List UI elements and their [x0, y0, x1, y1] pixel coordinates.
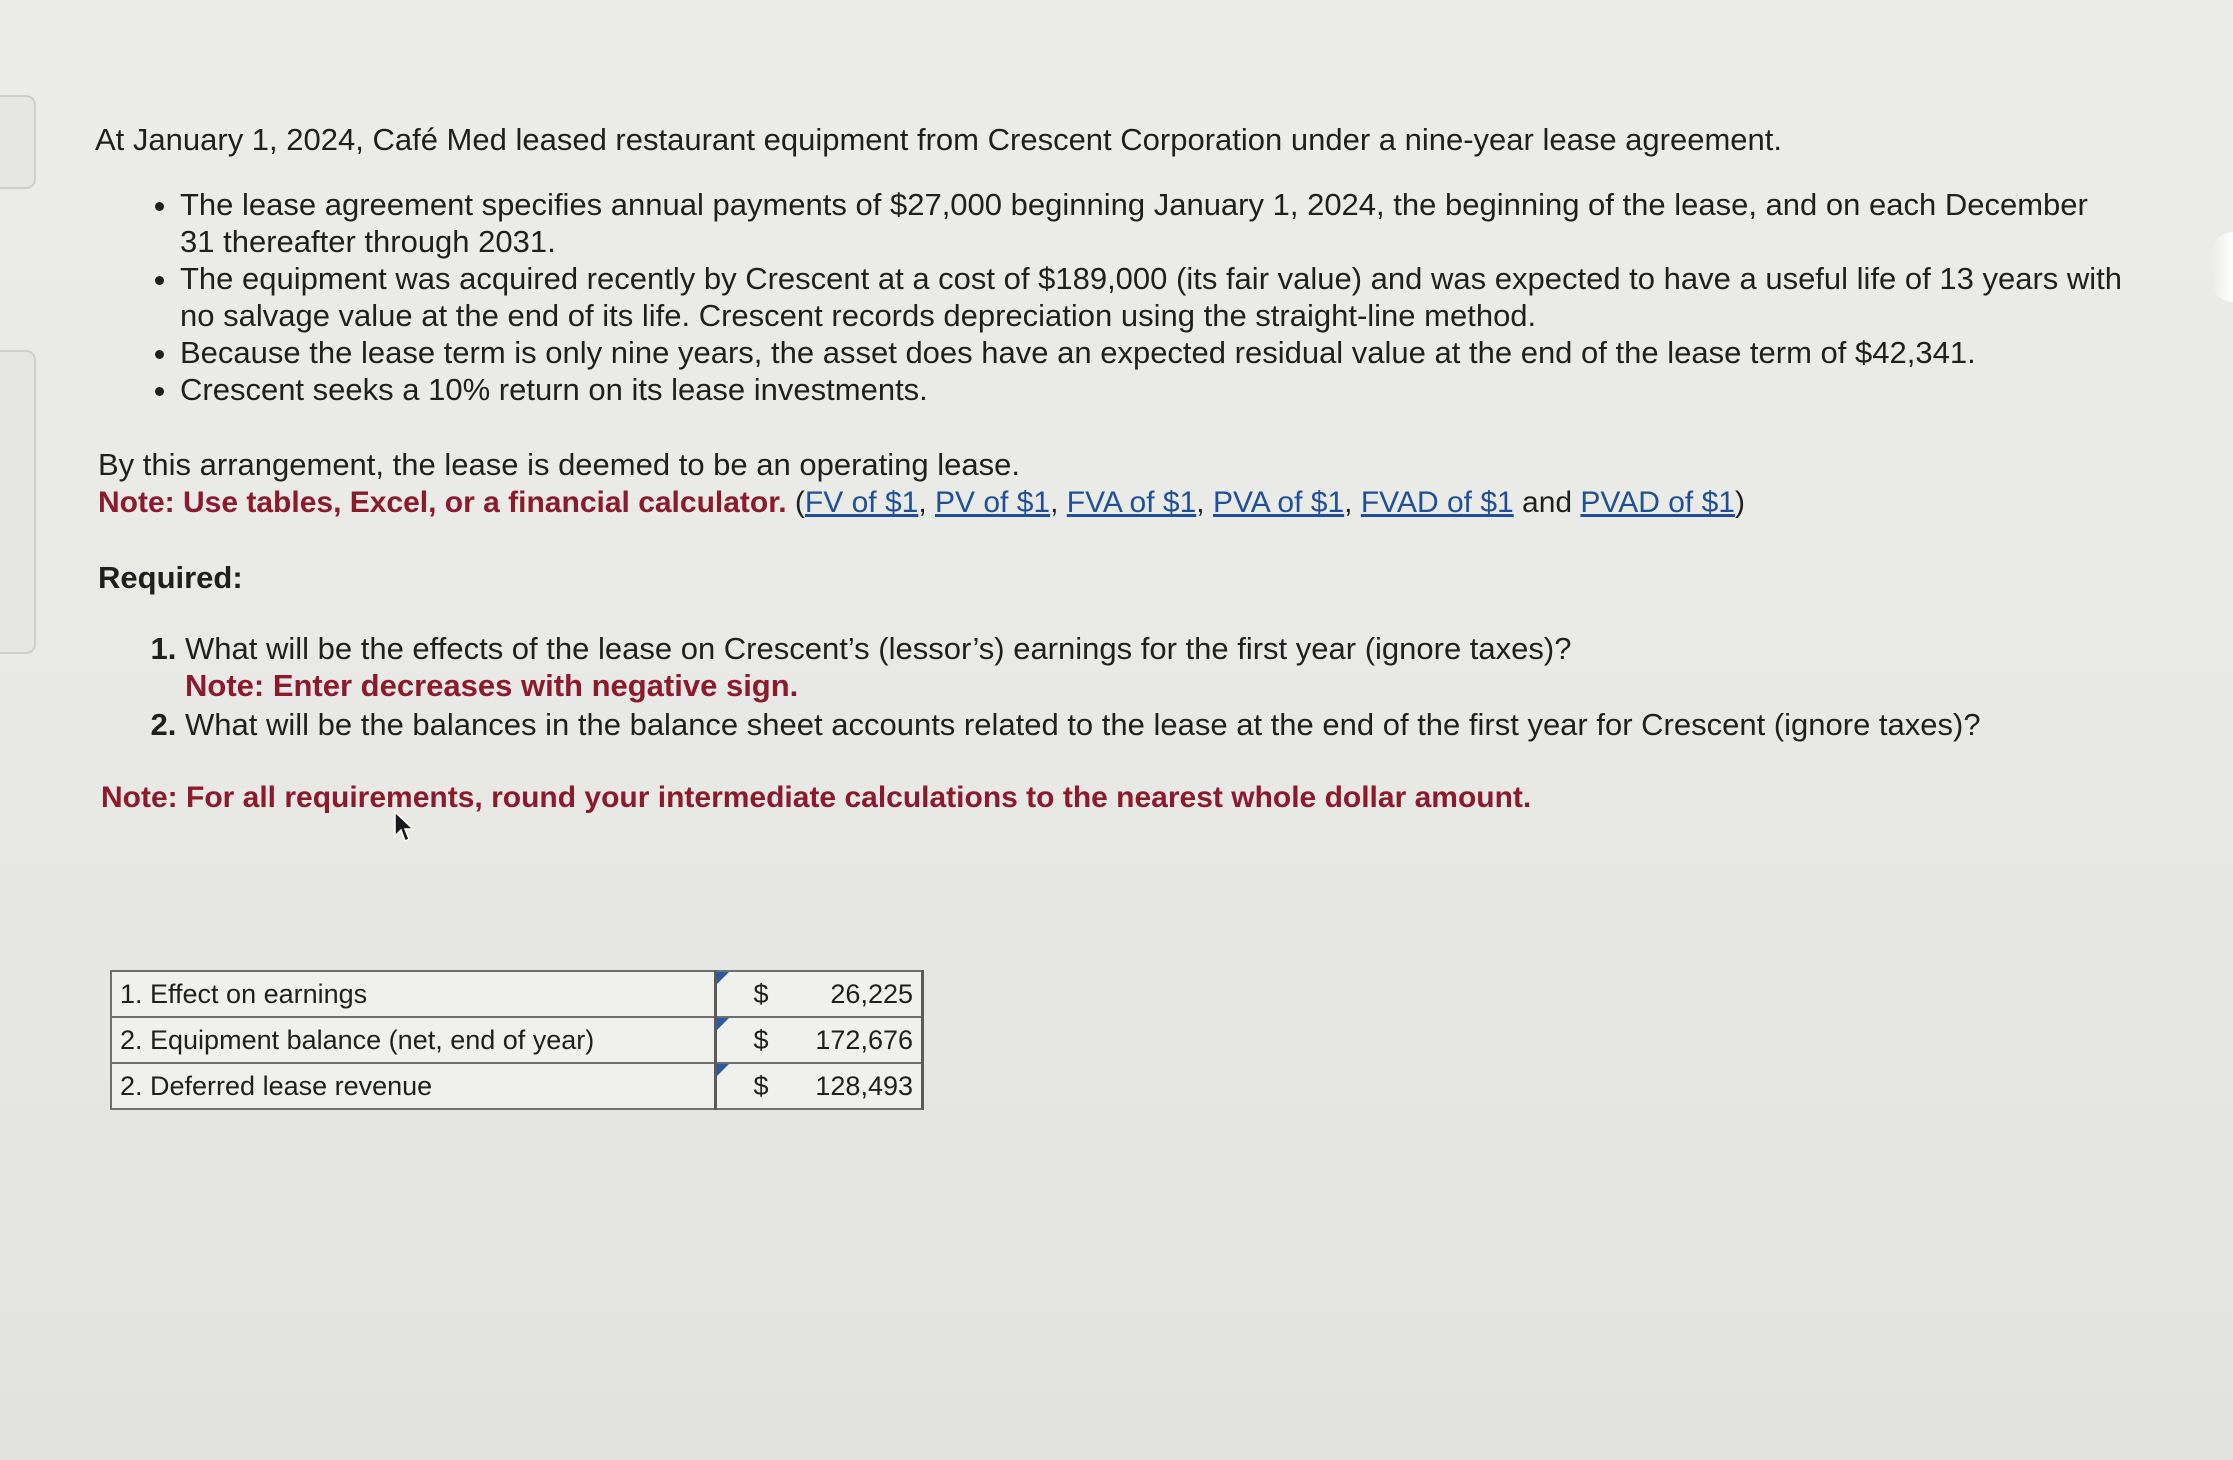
table-row	[111, 1017, 923, 1063]
equipment-balance-input[interactable]: 172,676	[805, 1017, 923, 1063]
rounding-note: Note: For all requirements, round your intermediate calculations to the nearest whole dollar amount.	[101, 781, 1532, 814]
requirements-list	[95, 630, 2125, 743]
row-label-deferred-lease-revenue: 2. Deferred lease revenue	[111, 1063, 716, 1109]
link-pvad-of-1[interactable]: PVAD of $1	[1580, 486, 1735, 519]
fact-equipment-cost: • The equipment was acquired recently by Crescent at a cost of $189,000 (its fair value) and was expected to have a useful life of 13 years with no salvage value at the end of its life. Crescent records depreciation using the straight-line method.	[180, 260, 2125, 334]
problem-content	[95, 120, 2125, 815]
currency-symbol: $	[753, 978, 769, 1009]
calculator-note-label: Note: Use tables, Excel, or a financial calculator.	[98, 486, 787, 519]
link-fv-of-1[interactable]: FV of $1	[804, 486, 919, 519]
page-edge-tab-lower	[0, 350, 36, 654]
fact-list	[95, 186, 2125, 408]
page-edge-tab	[0, 95, 36, 189]
input-flag-icon	[717, 1018, 729, 1030]
deferred-lease-revenue-input[interactable]: 128,493	[805, 1063, 923, 1109]
currency-symbol: $	[753, 1070, 769, 1101]
row-label-equipment-balance: 2. Equipment balance (net, end of year)	[111, 1017, 716, 1063]
screen-glare	[2211, 232, 2233, 302]
mouse-cursor-icon	[392, 810, 416, 844]
fact-residual-value: • Because the lease term is only nine years, the asset does have an expected residual value at the end of the lease term of $42,341.	[180, 334, 2125, 371]
table-row	[111, 1063, 923, 1109]
fact-return-rate: • Crescent seeks a 10% return on its lease investments.	[180, 371, 2125, 408]
input-flag-icon	[717, 972, 729, 984]
requirement-1-text: What will be the effects of the lease on Crescent’s (lessor’s) earnings for the first year (ignore taxes)?	[185, 631, 1572, 666]
link-fva-of-1[interactable]: FVA of $1	[1066, 486, 1197, 519]
currency-cell	[716, 1017, 806, 1063]
requirement-1-note: Note: Enter decreases with negative sign.	[185, 668, 799, 703]
fact-lease-payments: • The lease agreement specifies annual payments of $27,000 beginning January 1, 2024, the beginning of the lease, and on each December 31 thereafter through 2031.	[180, 186, 2125, 260]
currency-symbol: $	[753, 1024, 769, 1055]
problem-intro: At January 1, 2024, Café Med leased restaurant equipment from Crescent Corporation under a nine-year lease agreement.	[95, 122, 1783, 157]
answer-table	[110, 970, 924, 1110]
requirement-2-text: What will be the balances in the balance sheet accounts related to the lease at the end of the first year for Crescent (ignore taxes)?	[185, 707, 1981, 742]
required-heading: Required:	[98, 560, 243, 595]
requirement-2	[185, 706, 2125, 743]
row-label-effect-on-earnings: 1. Effect on earnings	[111, 971, 716, 1017]
effect-on-earnings-input[interactable]: 26,225	[805, 971, 923, 1017]
requirement-1	[185, 630, 2125, 704]
currency-cell	[716, 971, 806, 1017]
link-pva-of-1[interactable]: PVA of $1	[1212, 486, 1345, 519]
calculator-note: Note: Use tables, Excel, or a financial calculator. (FV of $1, PV of $1, FVA of $1, PVA of $1, FVAD of $1 and PVAD of $1)	[98, 486, 1745, 519]
lease-classification: By this arrangement, the lease is deemed to be an operating lease.	[98, 447, 1020, 482]
input-flag-icon	[717, 1064, 729, 1076]
link-fvad-of-1[interactable]: FVAD of $1	[1360, 486, 1514, 519]
currency-cell	[716, 1063, 806, 1109]
link-pv-of-1[interactable]: PV of $1	[935, 486, 1051, 519]
table-row	[111, 971, 923, 1017]
